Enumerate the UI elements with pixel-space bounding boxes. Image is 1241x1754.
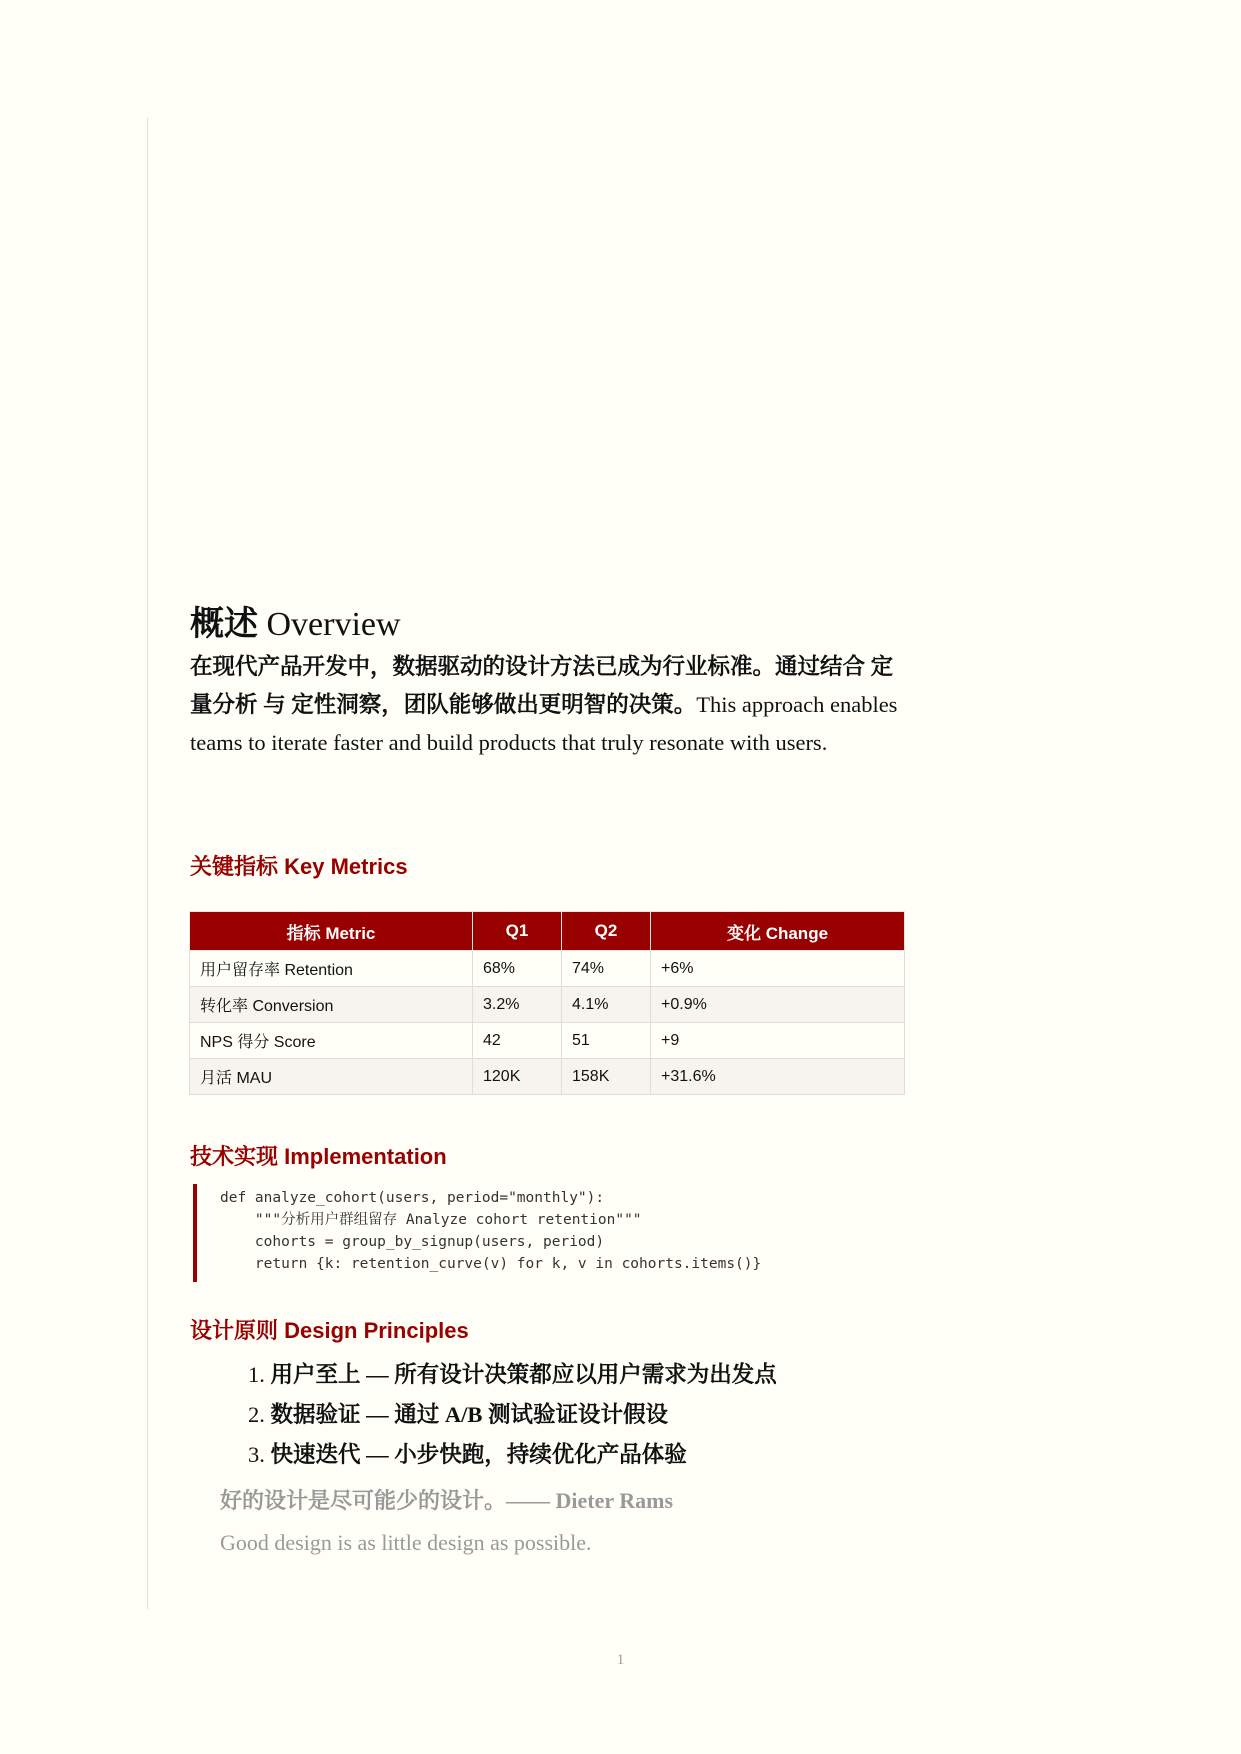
table-row bbox=[190, 987, 905, 1023]
cell: 120K bbox=[473, 1059, 562, 1095]
cell: 68% bbox=[473, 951, 562, 987]
quote-english: Good design is as little design as possible. bbox=[220, 1530, 592, 1555]
column-header: Q2 bbox=[562, 912, 651, 951]
metrics-table bbox=[189, 911, 905, 1095]
column-header: 指标 Metric bbox=[190, 912, 473, 951]
principles-list bbox=[190, 1355, 777, 1475]
cell: 转化率 Conversion bbox=[190, 987, 473, 1023]
section-title-overview: 概述 Overview bbox=[190, 606, 401, 643]
cell: 51 bbox=[562, 1023, 651, 1059]
table-row bbox=[190, 1059, 905, 1095]
table-row bbox=[190, 1023, 905, 1059]
heading-implementation: 技术实现 Implementation bbox=[190, 1144, 447, 1169]
cell: 月活 MAU bbox=[190, 1059, 473, 1095]
list-item: 2. 数据验证 — 通过 A/B 测试验证设计假设 bbox=[248, 1402, 669, 1427]
cell: 用户留存率 Retention bbox=[190, 951, 473, 987]
page-number: 1 bbox=[616, 1652, 625, 1668]
column-header: Q1 bbox=[473, 912, 562, 951]
margin-rule bbox=[147, 118, 148, 1609]
heading-key-metrics: 关键指标 Key Metrics bbox=[190, 854, 408, 879]
cell: 3.2% bbox=[473, 987, 562, 1023]
quote-chinese: 好的设计是尽可能少的设计。—— Dieter Rams bbox=[220, 1488, 673, 1513]
cell: +9 bbox=[651, 1023, 905, 1059]
cell: 158K bbox=[562, 1059, 651, 1095]
cell: 4.1% bbox=[562, 987, 651, 1023]
table-row bbox=[190, 951, 905, 987]
list-item: 1. 用户至上 — 所有设计决策都应以用户需求为出发点 bbox=[248, 1362, 777, 1387]
overview-paragraph: 在现代产品开发中，数据驱动的设计方法已成为行业标准。通过结合 定量分析 与 定性洞察，团队能够做出更明智的决策。This approach enables teams to iterate faster and build products that truly resonate with users. bbox=[190, 654, 898, 755]
code-block: def analyze_cohort(users, period="monthly"): """分析用户群组留存 Analyze cohort retention""" cohorts = group_by_signup(users, period) return {k: retention_curve(v) for k, v in cohorts.items()} bbox=[193, 1184, 761, 1282]
cell: 74% bbox=[562, 951, 651, 987]
cell: +6% bbox=[651, 951, 905, 987]
cell: 42 bbox=[473, 1023, 562, 1059]
heading-design-principles: 设计原则 Design Principles bbox=[190, 1318, 469, 1343]
cell: +0.9% bbox=[651, 987, 905, 1023]
cell: NPS 得分 Score bbox=[190, 1023, 473, 1059]
list-item: 3. 快速迭代 — 小步快跑，持续优化产品体验 bbox=[248, 1442, 687, 1467]
column-header: 变化 Change bbox=[651, 912, 905, 951]
cell: +31.6% bbox=[651, 1059, 905, 1095]
